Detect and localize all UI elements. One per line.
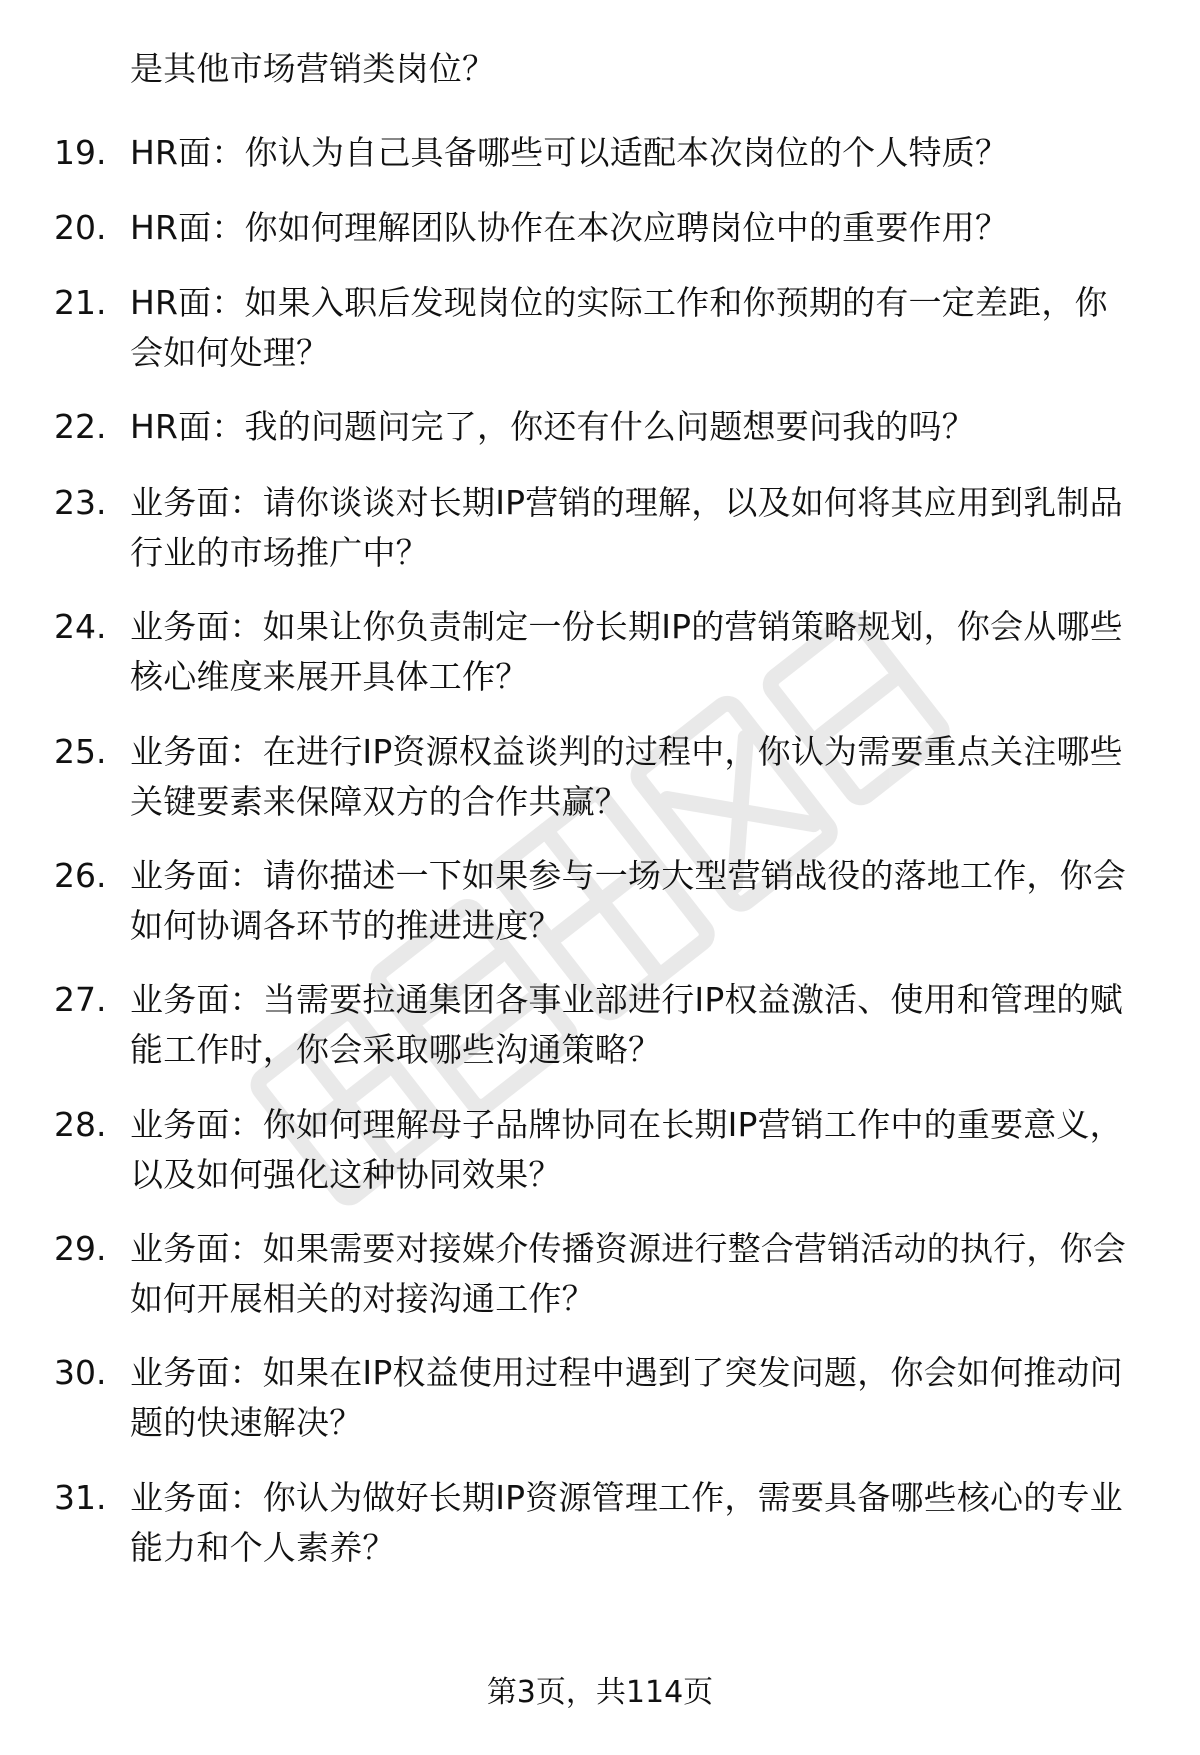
- question-text: 是其他市场营销类岗位？: [130, 49, 496, 88]
- question-text: 业务面：如果让你负责制定一份长期IP的营销策略规划，你会从哪些核心维度来展开具体工作？: [130, 607, 1123, 696]
- question-number: 22.: [54, 407, 107, 446]
- question-text: 业务面：请你描述一下如果参与一场大型营销战役的落地工作，你会如何协调各环节的推进进度？: [130, 856, 1126, 945]
- question-number: 27.: [54, 980, 107, 1019]
- question-number: 30.: [54, 1353, 107, 1392]
- question-text: 业务面：如果在IP权益使用过程中遇到了突发问题，你会如何推动问题的快速解决？: [130, 1353, 1123, 1442]
- question-text: 业务面：请你谈谈对长期IP营销的理解，以及如何将其应用到乳制品行业的市场推广中？: [130, 483, 1123, 572]
- question-number: 29.: [54, 1229, 107, 1268]
- question-number: 23.: [54, 483, 107, 522]
- question-number: 20.: [54, 208, 107, 247]
- question-number: 21.: [54, 283, 107, 322]
- question-text: 业务面：在进行IP资源权益谈判的过程中，你认为需要重点关注哪些关键要素来保障双方的合作共赢？: [130, 732, 1123, 821]
- question-number: 19.: [54, 133, 107, 172]
- question-number: 24.: [54, 607, 107, 646]
- question-number: 31.: [54, 1478, 107, 1517]
- question-text: HR面：你认为自己具备哪些可以适配本次岗位的个人特质？: [130, 133, 1009, 172]
- question-text: HR面：我的问题问完了，你还有什么问题想要问我的吗？: [130, 407, 975, 446]
- question-number: 25.: [54, 732, 107, 771]
- question-text: 业务面：你如何理解母子品牌协同在长期IP营销工作中的重要意义，以及如何强化这种协同效果？: [130, 1105, 1123, 1194]
- question-text: 业务面：当需要拉通集团各事业部进行IP权益激活、使用和管理的赋能工作时，你会采取哪些沟通策略？: [130, 980, 1123, 1069]
- question-text: HR面：如果入职后发现岗位的实际工作和你预期的有一定差距，你会如何处理？: [130, 283, 1108, 372]
- page-footer: 第3页，共114页: [486, 1675, 714, 1710]
- question-number: 28.: [54, 1105, 107, 1144]
- question-text: HR面：你如何理解团队协作在本次应聘岗位中的重要作用？: [130, 208, 1009, 247]
- question-number: 26.: [54, 856, 107, 895]
- question-text: 业务面：如果需要对接媒介传播资源进行整合营销活动的执行，你会如何开展相关的对接沟通工作？: [130, 1229, 1126, 1318]
- question-text: 业务面：你认为做好长期IP资源管理工作，需要具备哪些核心的专业能力和个人素养？: [130, 1478, 1123, 1567]
